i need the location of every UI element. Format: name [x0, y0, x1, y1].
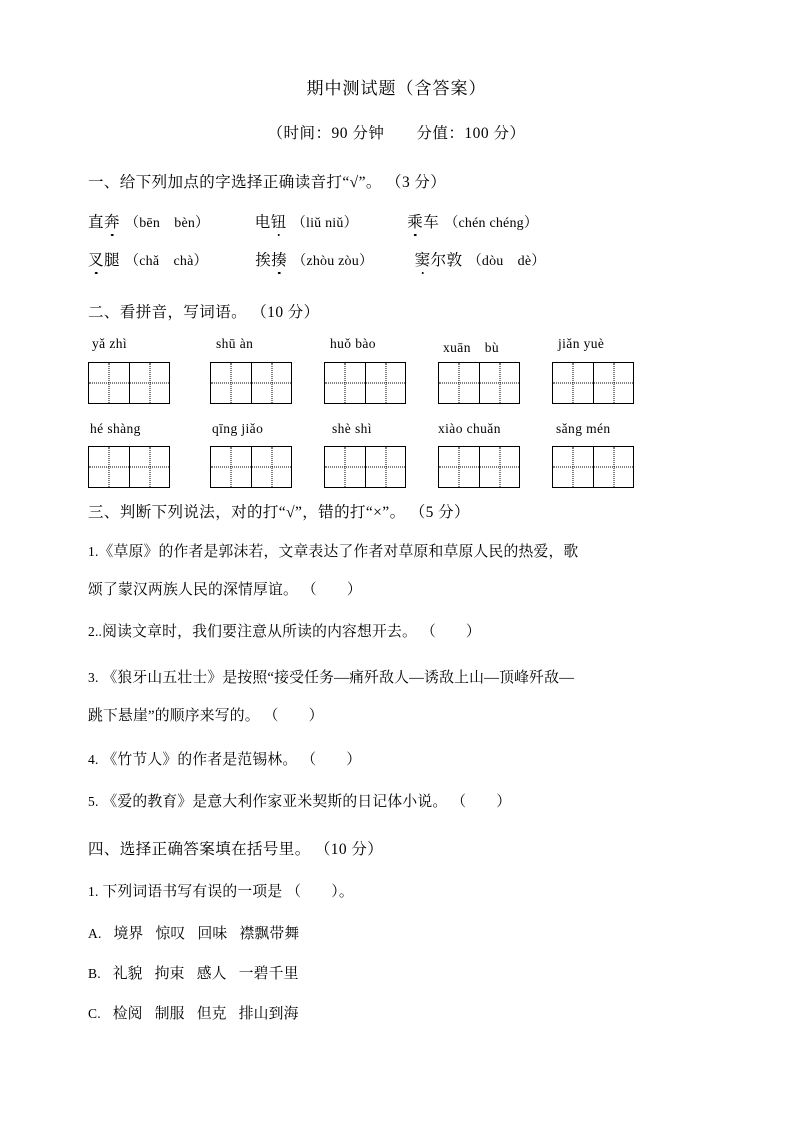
writing-box[interactable] — [210, 446, 292, 488]
item-number: 4. — [88, 752, 99, 767]
word-dotted-char: 窦 — [415, 248, 431, 270]
writing-cell[interactable] — [211, 447, 251, 487]
pinyin-label: sǎng mén — [556, 421, 611, 436]
writing-box[interactable] — [88, 362, 170, 404]
page-title: 期中测试题（含答案） — [306, 79, 487, 98]
word-prefix: 电 — [254, 214, 271, 231]
writing-box[interactable] — [324, 362, 406, 404]
judgement-item-3-cont[interactable] — [88, 709, 708, 724]
item-text: 阅读文章时，我们要注意从所读的内容想开去。 （ ） — [102, 624, 481, 640]
item-text: 下列词语书写有误的一项是 （ ）。 — [102, 884, 354, 900]
item-text: 跳下悬崖”的顺序来写的。 （ ） — [88, 708, 324, 724]
option-letter: B. — [88, 966, 101, 981]
pinyin-label: huǒ bào — [330, 336, 376, 351]
word-dotted-char: 奔 — [104, 210, 120, 232]
item-text: 《竹节人》的作者是范锡林。 （ ） — [102, 752, 362, 768]
writing-cell[interactable] — [251, 447, 291, 487]
pinyin-label: qīng jiǎo — [212, 421, 264, 436]
option-letter: C. — [88, 1006, 101, 1021]
writing-cell[interactable] — [251, 363, 291, 403]
item-text: 《爱的教育》是意大利作家亚米契斯的日记体小说。 （ ） — [102, 794, 512, 810]
writing-cell[interactable] — [439, 363, 479, 403]
pinyin-options[interactable]: （bēn bèn） — [125, 216, 210, 231]
writing-box[interactable] — [552, 362, 634, 404]
item-text: 颂了蒙汉两族人民的深情厚谊。 （ ） — [88, 582, 362, 598]
word-suffix: 车 — [423, 214, 440, 231]
pinyin-label: hé shàng — [90, 421, 141, 436]
option-word: 检阅 — [112, 1006, 143, 1022]
item-text: 《草原》的作者是郭沫若，文章表达了作者对草原和草原人民的热爱，歌 — [98, 544, 579, 560]
writing-cell[interactable] — [89, 363, 129, 403]
writing-cell[interactable] — [479, 447, 519, 487]
word-dotted-char: 乘 — [407, 210, 423, 232]
option-b[interactable] — [88, 962, 311, 983]
judgement-item-5[interactable] — [88, 795, 708, 810]
option-word: 回味 — [197, 926, 228, 942]
writing-box[interactable] — [438, 446, 520, 488]
writing-cell[interactable] — [439, 447, 479, 487]
section-4-heading: 四、选择正确答案填在括号里。 （10 分） — [88, 841, 384, 858]
word-dotted-char: 叉 — [88, 248, 104, 270]
writing-cell[interactable] — [593, 363, 633, 403]
option-letter: A. — [88, 926, 102, 941]
writing-cell[interactable] — [211, 363, 251, 403]
writing-cell[interactable] — [325, 363, 365, 403]
writing-box[interactable] — [438, 362, 520, 404]
option-words — [110, 926, 312, 942]
writing-cell[interactable] — [89, 447, 129, 487]
word-suffix: 尔敦 — [430, 252, 463, 269]
judgement-item-4[interactable] — [88, 753, 708, 768]
option-c[interactable] — [88, 1002, 311, 1023]
writing-cell[interactable] — [365, 363, 405, 403]
word-prefix: 挨 — [255, 252, 272, 269]
item-number: 3. — [88, 670, 99, 685]
pinyin-label: yǎ zhì — [92, 336, 128, 351]
writing-cell[interactable] — [129, 447, 169, 487]
choice-question-1-stem[interactable] — [88, 885, 708, 900]
word-dotted-char: 钮 — [271, 210, 287, 232]
judgement-item-3[interactable] — [88, 671, 708, 686]
option-a[interactable] — [88, 922, 311, 943]
page-subtitle: （时间：90 分钟 分值：100 分） — [267, 125, 526, 142]
pinyin-label: shè shì — [332, 421, 372, 436]
option-word: 但克 — [196, 1006, 227, 1022]
pinyin-choice-item[interactable] — [88, 248, 208, 270]
pinyin-options[interactable]: （zhòu zòu） — [292, 254, 374, 269]
option-word: 制服 — [154, 1006, 185, 1022]
writing-box[interactable] — [210, 362, 292, 404]
item-number: 1. — [88, 884, 99, 899]
section-1-row-2 — [88, 248, 546, 270]
option-word: 感人 — [196, 966, 227, 982]
word-suffix: 腿 — [104, 252, 121, 269]
judgement-item-2[interactable] — [88, 625, 708, 640]
option-words — [109, 966, 311, 982]
judgement-item-1-cont[interactable] — [88, 583, 708, 598]
pinyin-options[interactable]: （chén chéng） — [444, 216, 539, 231]
pinyin-label: xiào chuǎn — [438, 421, 501, 436]
pinyin-options[interactable]: （chǎ chà） — [125, 254, 208, 269]
section-1-heading: 一、给下列加点的字选择正确读音打“√”。 （3 分） — [88, 174, 447, 191]
judgement-item-1[interactable] — [88, 545, 708, 560]
option-word: 一碧千里 — [238, 966, 299, 982]
option-word: 惊叹 — [155, 926, 186, 942]
option-word: 礼貌 — [112, 966, 143, 982]
section-2-heading: 二、看拼音，写词语。 （10 分） — [88, 304, 320, 321]
writing-box[interactable] — [324, 446, 406, 488]
option-word: 境界 — [113, 926, 144, 942]
pinyin-choice-item[interactable] — [255, 248, 373, 270]
item-number: 5. — [88, 794, 99, 809]
section-3-heading: 三、判断下列说法，对的打“√”，错的打“×”。 （5 分） — [88, 504, 470, 521]
option-word: 襟飘带舞 — [239, 926, 300, 942]
writing-cell[interactable] — [479, 363, 519, 403]
writing-cell[interactable] — [553, 447, 593, 487]
item-number: 1. — [88, 544, 99, 559]
section-2-grid-row-1 — [88, 362, 706, 404]
pinyin-choice-item[interactable] — [407, 210, 538, 232]
writing-box[interactable] — [552, 446, 634, 488]
writing-cell[interactable] — [325, 447, 365, 487]
item-text: 《狼牙山五壮士》是按照“接受任务—痛歼敌人—诱敌上山—顶峰歼敌— — [102, 670, 575, 686]
pinyin-label: jiǎn yuè — [558, 336, 605, 351]
pinyin-choice-item[interactable] — [255, 210, 358, 232]
pinyin-label: xuān bù — [443, 340, 500, 355]
writing-cell[interactable] — [129, 363, 169, 403]
option-word: 排山到海 — [238, 1006, 299, 1022]
item-number: 2.. — [88, 624, 103, 639]
option-word: 拘束 — [154, 966, 185, 982]
pinyin-options[interactable]: （dòu dè） — [467, 254, 546, 269]
option-words — [109, 1006, 311, 1022]
word-prefix: 直 — [88, 214, 105, 231]
pinyin-choice-item[interactable] — [88, 210, 209, 232]
section-1-row-1 — [88, 210, 538, 232]
writing-cell[interactable] — [365, 447, 405, 487]
section-2-grid-row-2 — [88, 446, 706, 488]
pinyin-options[interactable]: （liǔ niǔ） — [291, 216, 358, 231]
pinyin-choice-item[interactable] — [415, 248, 546, 270]
section-2-pinyin-row-1 — [88, 336, 706, 356]
writing-box[interactable] — [88, 446, 170, 488]
writing-cell[interactable] — [553, 363, 593, 403]
section-2-pinyin-row-2 — [88, 421, 706, 441]
pinyin-label: shū àn — [216, 336, 254, 351]
word-dotted-char: 揍 — [271, 248, 287, 270]
writing-cell[interactable] — [593, 447, 633, 487]
